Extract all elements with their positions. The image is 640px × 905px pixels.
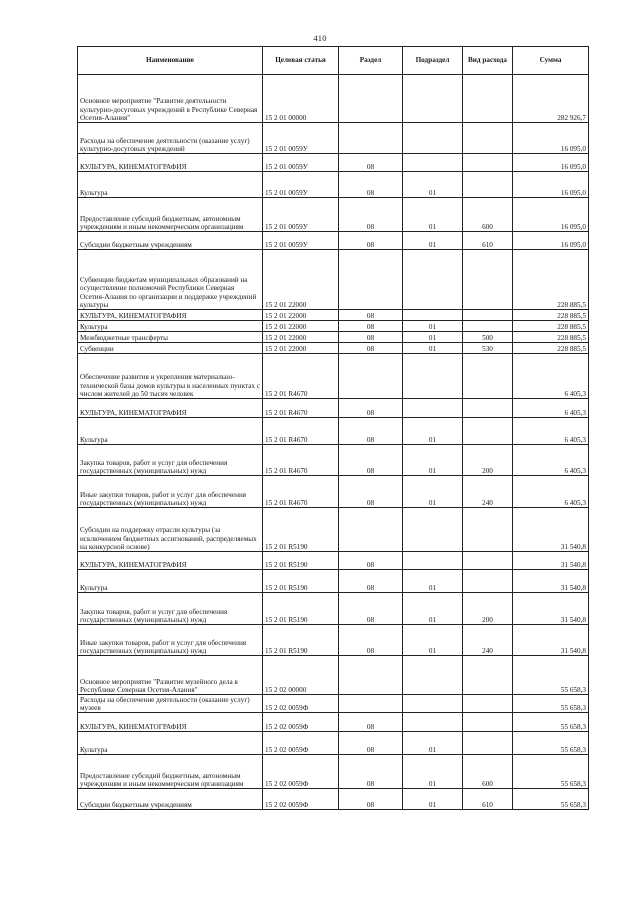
row-name: Субвенции bbox=[78, 343, 263, 354]
row-section bbox=[339, 123, 403, 154]
row-name: Основное мероприятие "Развитие деятельности культурно-досуговых учреждений в Республике Северная Осетия-Алания" bbox=[78, 75, 263, 123]
table-row bbox=[78, 476, 589, 508]
row-code: 15 2 02 0059Ф bbox=[263, 695, 339, 713]
row-amount: 16 095,0 bbox=[513, 123, 589, 154]
row-name: Субсидии на поддержку отрасли культуры (за исключением бюджетных ассигнований, распределяемых на конкурсной основе) bbox=[78, 508, 263, 552]
row-section: 08 bbox=[339, 593, 403, 625]
row-subsection: 01 bbox=[403, 755, 463, 789]
table-row bbox=[78, 250, 589, 310]
row-subsection bbox=[403, 123, 463, 154]
row-subsection bbox=[403, 310, 463, 321]
row-section: 08 bbox=[339, 713, 403, 732]
row-expense: 610 bbox=[463, 232, 513, 250]
row-amount: 6 405,3 bbox=[513, 418, 589, 445]
row-name: Предоставление субсидий бюджетным, автономным учреждениям и иным некоммерческим организациям bbox=[78, 198, 263, 232]
row-expense bbox=[463, 713, 513, 732]
row-code: 15 2 02 0059Ф bbox=[263, 789, 339, 810]
row-expense bbox=[463, 552, 513, 570]
row-amount: 55 658,3 bbox=[513, 755, 589, 789]
row-name: Культура bbox=[78, 172, 263, 198]
row-section: 08 bbox=[339, 321, 403, 332]
row-amount: 31 540,8 bbox=[513, 570, 589, 593]
row-code: 15 2 01 0059У bbox=[263, 232, 339, 250]
row-name: КУЛЬТУРА, КИНЕМАТОГРАФИЯ bbox=[78, 552, 263, 570]
table-row bbox=[78, 625, 589, 656]
row-section: 08 bbox=[339, 755, 403, 789]
table-row bbox=[78, 418, 589, 445]
row-expense: 600 bbox=[463, 198, 513, 232]
table-row bbox=[78, 343, 589, 354]
row-subsection: 01 bbox=[403, 476, 463, 508]
table-row bbox=[78, 310, 589, 321]
row-amount: 31 540,8 bbox=[513, 593, 589, 625]
row-subsection bbox=[403, 75, 463, 123]
row-name: Субсидии бюджетным учреждениям bbox=[78, 232, 263, 250]
row-section: 08 bbox=[339, 625, 403, 656]
row-name: Межбюджетные трансферты bbox=[78, 332, 263, 343]
row-section bbox=[339, 354, 403, 399]
row-code: 15 2 01 22000 bbox=[263, 250, 339, 310]
row-section: 08 bbox=[339, 332, 403, 343]
row-subsection: 01 bbox=[403, 321, 463, 332]
table-row bbox=[78, 656, 589, 695]
row-name: Субсидии бюджетным учреждениям bbox=[78, 789, 263, 810]
row-code: 15 2 01 R5190 bbox=[263, 570, 339, 593]
row-section: 08 bbox=[339, 232, 403, 250]
header-expense: Вид расхода bbox=[463, 47, 513, 75]
table-row bbox=[78, 354, 589, 399]
row-section: 08 bbox=[339, 343, 403, 354]
row-code: 15 2 01 R5190 bbox=[263, 593, 339, 625]
table-row bbox=[78, 172, 589, 198]
row-name: Культура bbox=[78, 418, 263, 445]
table-row bbox=[78, 198, 589, 232]
row-section: 08 bbox=[339, 172, 403, 198]
row-name: Закупка товаров, работ и услуг для обеспечения государственных (муниципальных) нужд bbox=[78, 445, 263, 476]
row-code: 15 2 01 R4670 bbox=[263, 445, 339, 476]
row-section: 08 bbox=[339, 570, 403, 593]
row-amount: 16 095,0 bbox=[513, 232, 589, 250]
row-section bbox=[339, 75, 403, 123]
row-subsection: 01 bbox=[403, 570, 463, 593]
row-name: Предоставление субсидий бюджетным, автономным учреждениям и иным некоммерческим организациям bbox=[78, 755, 263, 789]
row-code: 15 2 01 22000 bbox=[263, 332, 339, 343]
table-row bbox=[78, 154, 589, 172]
row-expense: 610 bbox=[463, 789, 513, 810]
header-amount: Сумма bbox=[513, 47, 589, 75]
row-code: 15 2 01 00000 bbox=[263, 75, 339, 123]
row-code: 15 2 01 R4670 bbox=[263, 354, 339, 399]
row-expense bbox=[463, 310, 513, 321]
row-name: Культура bbox=[78, 570, 263, 593]
row-code: 15 2 01 R4670 bbox=[263, 399, 339, 418]
row-section: 08 bbox=[339, 418, 403, 445]
row-amount: 31 540,8 bbox=[513, 508, 589, 552]
row-code: 15 2 01 0059У bbox=[263, 154, 339, 172]
row-name: Расходы на обеспечение деятельности (оказание услуг) музеев bbox=[78, 695, 263, 713]
row-code: 15 2 01 0059У bbox=[263, 198, 339, 232]
table-row bbox=[78, 445, 589, 476]
row-expense bbox=[463, 123, 513, 154]
row-expense: 600 bbox=[463, 755, 513, 789]
row-subsection: 01 bbox=[403, 232, 463, 250]
row-section: 08 bbox=[339, 310, 403, 321]
row-amount: 228 885,5 bbox=[513, 321, 589, 332]
table-row bbox=[78, 570, 589, 593]
table-row bbox=[78, 552, 589, 570]
table-row bbox=[78, 75, 589, 123]
table-row bbox=[78, 732, 589, 755]
row-code: 15 2 02 0059Ф bbox=[263, 755, 339, 789]
row-expense: 500 bbox=[463, 332, 513, 343]
row-expense bbox=[463, 695, 513, 713]
row-expense bbox=[463, 570, 513, 593]
row-amount: 228 885,5 bbox=[513, 343, 589, 354]
row-expense: 200 bbox=[463, 445, 513, 476]
row-code: 15 2 01 R4670 bbox=[263, 418, 339, 445]
row-section: 08 bbox=[339, 399, 403, 418]
header-code: Целевая статья bbox=[263, 47, 339, 75]
row-expense: 200 bbox=[463, 593, 513, 625]
row-amount: 6 405,3 bbox=[513, 476, 589, 508]
table-row bbox=[78, 332, 589, 343]
row-expense bbox=[463, 508, 513, 552]
row-expense bbox=[463, 75, 513, 123]
row-subsection bbox=[403, 656, 463, 695]
row-code: 15 2 02 0059Ф bbox=[263, 713, 339, 732]
row-code: 15 2 01 R4670 bbox=[263, 476, 339, 508]
row-expense: 240 bbox=[463, 625, 513, 656]
row-subsection bbox=[403, 354, 463, 399]
row-expense: 240 bbox=[463, 476, 513, 508]
row-name: КУЛЬТУРА, КИНЕМАТОГРАФИЯ bbox=[78, 713, 263, 732]
row-section: 08 bbox=[339, 732, 403, 755]
row-name: Культура bbox=[78, 732, 263, 755]
row-section: 08 bbox=[339, 552, 403, 570]
row-expense bbox=[463, 172, 513, 198]
header-section: Раздел bbox=[339, 47, 403, 75]
row-amount: 228 885,5 bbox=[513, 310, 589, 321]
row-expense bbox=[463, 732, 513, 755]
row-subsection bbox=[403, 695, 463, 713]
row-subsection: 01 bbox=[403, 172, 463, 198]
row-amount: 6 405,3 bbox=[513, 399, 589, 418]
row-subsection: 01 bbox=[403, 593, 463, 625]
row-code: 15 2 01 R5190 bbox=[263, 552, 339, 570]
row-expense bbox=[463, 154, 513, 172]
row-amount: 31 540,8 bbox=[513, 552, 589, 570]
row-amount: 55 658,3 bbox=[513, 656, 589, 695]
row-subsection: 01 bbox=[403, 332, 463, 343]
row-code: 15 2 02 0059Ф bbox=[263, 732, 339, 755]
row-amount: 6 405,3 bbox=[513, 445, 589, 476]
row-section: 08 bbox=[339, 476, 403, 508]
row-section: 08 bbox=[339, 198, 403, 232]
row-subsection: 01 bbox=[403, 732, 463, 755]
row-expense bbox=[463, 418, 513, 445]
row-name: Иные закупки товаров, работ и услуг для обеспечения государственных (муниципальных) нужд bbox=[78, 476, 263, 508]
header-name: Наименование bbox=[78, 47, 263, 75]
row-subsection bbox=[403, 154, 463, 172]
row-code: 15 2 02 00000 bbox=[263, 656, 339, 695]
table-row bbox=[78, 232, 589, 250]
row-amount: 55 658,3 bbox=[513, 732, 589, 755]
row-section: 08 bbox=[339, 445, 403, 476]
row-expense bbox=[463, 399, 513, 418]
row-name: Субвенции бюджетам муниципальных образований на осуществление полномочий Республики Северная Осетия-Алания по организации и поддержке учреждений культуры bbox=[78, 250, 263, 310]
row-section bbox=[339, 656, 403, 695]
row-code: 15 2 01 22000 bbox=[263, 343, 339, 354]
table-row bbox=[78, 399, 589, 418]
table-row bbox=[78, 508, 589, 552]
row-expense bbox=[463, 250, 513, 310]
row-section bbox=[339, 250, 403, 310]
row-subsection bbox=[403, 399, 463, 418]
row-code: 15 2 01 R5190 bbox=[263, 625, 339, 656]
row-amount: 16 095,0 bbox=[513, 154, 589, 172]
header-subsection: Подраздел bbox=[403, 47, 463, 75]
row-code: 15 2 01 0059У bbox=[263, 172, 339, 198]
table-row bbox=[78, 789, 589, 810]
table-row bbox=[78, 593, 589, 625]
row-subsection: 01 bbox=[403, 789, 463, 810]
row-amount: 55 658,3 bbox=[513, 789, 589, 810]
row-amount: 228 885,5 bbox=[513, 250, 589, 310]
table-header-row bbox=[78, 47, 589, 75]
row-name: Культура bbox=[78, 321, 263, 332]
row-subsection bbox=[403, 713, 463, 732]
row-code: 15 2 01 22000 bbox=[263, 321, 339, 332]
row-section: 08 bbox=[339, 154, 403, 172]
table-row bbox=[78, 695, 589, 713]
row-amount: 16 095,0 bbox=[513, 172, 589, 198]
row-amount: 55 658,3 bbox=[513, 695, 589, 713]
budget-table bbox=[77, 46, 589, 810]
row-subsection: 01 bbox=[403, 198, 463, 232]
row-name: Основное мероприятие "Развитие музейного дела в Республике Северная Осетия-Алания" bbox=[78, 656, 263, 695]
row-name: КУЛЬТУРА, КИНЕМАТОГРАФИЯ bbox=[78, 310, 263, 321]
row-amount: 6 405,3 bbox=[513, 354, 589, 399]
row-amount: 282 926,7 bbox=[513, 75, 589, 123]
row-subsection: 01 bbox=[403, 625, 463, 656]
row-subsection: 01 bbox=[403, 445, 463, 476]
row-code: 15 2 01 22000 bbox=[263, 310, 339, 321]
row-section bbox=[339, 695, 403, 713]
row-name: Иные закупки товаров, работ и услуг для обеспечения государственных (муниципальных) нужд bbox=[78, 625, 263, 656]
row-expense bbox=[463, 354, 513, 399]
row-amount: 16 095,0 bbox=[513, 198, 589, 232]
row-name: КУЛЬТУРА, КИНЕМАТОГРАФИЯ bbox=[78, 154, 263, 172]
row-amount: 228 885,5 bbox=[513, 332, 589, 343]
row-name: Закупка товаров, работ и услуг для обеспечения государственных (муниципальных) нужд bbox=[78, 593, 263, 625]
row-name: КУЛЬТУРА, КИНЕМАТОГРАФИЯ bbox=[78, 399, 263, 418]
row-expense: 530 bbox=[463, 343, 513, 354]
table-row bbox=[78, 755, 589, 789]
row-subsection bbox=[403, 552, 463, 570]
table-row bbox=[78, 321, 589, 332]
row-subsection: 01 bbox=[403, 343, 463, 354]
row-name: Обеспечение развития и укрепления материально-технической базы домов культуры в населенных пунктах с числом жителей до 50 тысяч человек bbox=[78, 354, 263, 399]
row-expense bbox=[463, 321, 513, 332]
table-row bbox=[78, 713, 589, 732]
row-name: Расходы на обеспечение деятельности (оказание услуг) культурно-досуговых учреждений bbox=[78, 123, 263, 154]
row-expense bbox=[463, 656, 513, 695]
row-subsection bbox=[403, 508, 463, 552]
row-amount: 55 658,3 bbox=[513, 713, 589, 732]
row-code: 15 2 01 R5190 bbox=[263, 508, 339, 552]
table-row bbox=[78, 123, 589, 154]
row-amount: 31 540,8 bbox=[513, 625, 589, 656]
row-section bbox=[339, 508, 403, 552]
row-section: 08 bbox=[339, 789, 403, 810]
row-subsection: 01 bbox=[403, 418, 463, 445]
row-subsection bbox=[403, 250, 463, 310]
page-number: 410 bbox=[313, 33, 327, 43]
row-code: 15 2 01 0059У bbox=[263, 123, 339, 154]
